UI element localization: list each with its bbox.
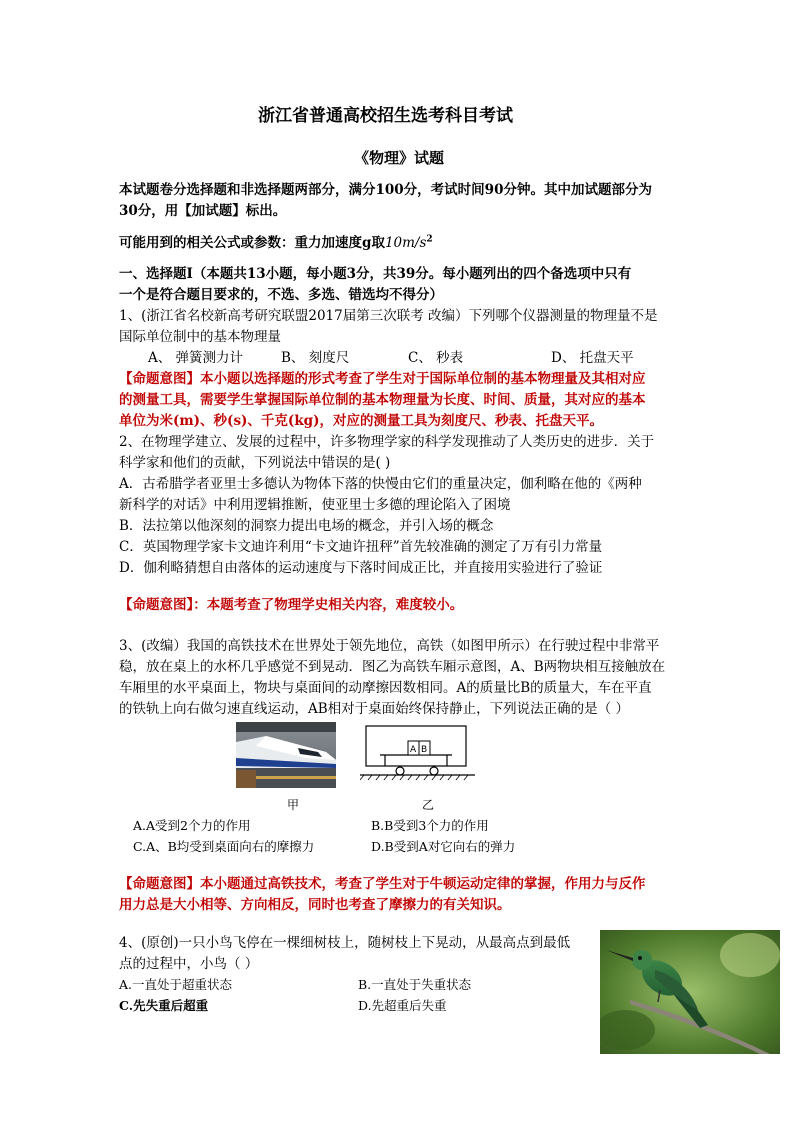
q3-intent-line-1: 【命题意图】本小题通过高铁技术，考查了学生对于牛顿运动定律的掌握，作用力与反作: [119, 876, 646, 892]
q1-line-2: 国际单位制中的基本物理量: [119, 329, 281, 345]
q1-intent-line-1: 【命题意图】本小题以选择题的形式考查了学生对于国际单位制的基本物理量及其相对应: [119, 371, 646, 387]
q4-line-2: 点的过程中，小鸟（ ）: [119, 956, 259, 972]
q3-option-d: D.B受到A对它向右的弹力: [371, 839, 516, 854]
formula-exponent: 2: [426, 234, 433, 245]
section1-line-2: 一个是符合题目要求的，不选、多选、错选均不得分）: [119, 287, 443, 303]
q2-intent: 【命题意图】：本题考查了物理学史相关内容，难度较小。: [119, 597, 464, 613]
q4-option-d: D.先超重后失重: [358, 998, 447, 1013]
intro-line-1: 本试题卷分选择题和非选择题两部分，满分100分，考试时间90分钟。其中加试题部分为: [119, 182, 652, 198]
section1-line-1: 一、选择题Ⅰ（本题共13小题，每小题3分，共39分。每小题列出的四个备选项中只有: [119, 266, 632, 282]
formula-value: 10m/s: [384, 235, 427, 251]
q2-option-c: C．英国物理学家卡文迪许利用“卡文迪许扭秤”首先较准确的测定了万有引力常量: [119, 539, 603, 555]
q3-intent-line-2: 用力总是大小相等、方向相反，同时也考查了摩擦力的有关知识。: [119, 897, 511, 913]
q2-line-2: 科学家和他们的贡献，下列说法中错误的是( ): [119, 455, 391, 471]
q3-option-a: A.A受到2个力的作用: [133, 818, 251, 833]
q3-line-3: 车厢里的水平桌面上，物块与桌面间的动摩擦因数相同。A的质量比B的质量大，车在平直: [119, 680, 652, 696]
fig-label-jia: 甲: [287, 798, 300, 812]
wheel-right: [430, 767, 438, 775]
q2-line-1: 2、在物理学建立、发展的过程中，许多物理学家的科学发现推动了人类历史的进步．关于: [119, 434, 655, 450]
q3-option-b: B.B受到3个力的作用: [371, 818, 489, 833]
hummingbird-photo: [600, 930, 780, 1054]
q3-option-c: C.A、B均受到桌面向右的摩擦力: [133, 839, 315, 854]
q4-option-c: C.先失重后超重: [119, 998, 209, 1013]
q1-option-b: B、 刻度尺: [281, 350, 350, 366]
q4-option-b: B.一直处于失重状态: [358, 977, 472, 992]
q3-line-2: 稳，放在桌上的水杯几乎感觉不到晃动．图乙为高铁车厢示意图，A、B两物块相互接触放在: [119, 659, 666, 675]
q2-option-a-line-1: A．古希腊学者亚里士多德认为物体下落的快慢由它们的重量决定，伽利略在他的《两种: [119, 476, 642, 492]
q3-line-4: 的铁轨上向右做匀速直线运动，AB相对于桌面始终保持静止，下列说法正确的是（ ）: [119, 701, 629, 717]
exam-title: 浙江省普通高校招生选考科目考试: [258, 106, 513, 126]
formula-line: [119, 233, 433, 253]
exam-subtitle: 《物理》试题: [354, 149, 445, 167]
q3-line-1: 3、(改编）我国的高铁技术在世界处于领先地位，高铁（如图甲所示）在行驶过程中非常平: [119, 638, 660, 654]
q4-line-1: 4、(原创)一只小鸟飞停在一棵细树枝上，随树枝上下晃动，从最高点到最低: [119, 935, 571, 951]
fig-label-yi: 乙: [422, 798, 435, 812]
q2-option-b: B．法拉第以他深刻的洞察力提出电场的概念，并引入场的概念: [119, 518, 494, 534]
q2-option-a-line-2: 新科学的对话》中利用逻辑推断，使亚里士多德的理论陷入了困境: [119, 497, 511, 513]
q1-intent-line-2: 的测量工具，需要学生掌握国际单位制的基本物理量为长度、时间、质量，其对应的基本: [119, 392, 646, 408]
wheel-left: [396, 767, 404, 775]
q1-line-1: 1、(浙江省名校新高考研究联盟2017届第三次联考 改编）下列哪个仪器测量的物理量不是: [119, 308, 658, 324]
block-a-label: A: [410, 745, 417, 755]
q1-option-d: D、 托盘天平: [551, 350, 634, 366]
q1-option-c: C、 秒表: [408, 350, 464, 366]
q2-option-d: D．伽利略猜想自由落体的运动速度与下落时间成正比，并直接用实验进行了验证: [119, 560, 603, 576]
formula-prefix: 可能用到的相关公式或参数：重力加速度g取: [119, 235, 385, 251]
block-b-label: B: [421, 745, 428, 755]
q1-intent-line-3: 单位为米(m)、秒(s)、千克(kg)，对应的测量工具为刻度尺、秒表、托盘天平。: [119, 413, 604, 429]
intro-line-2: 30分，用【加试题】标出。: [119, 203, 287, 219]
q1-option-a: A、 弹簧测力计: [148, 350, 244, 366]
train-photo: [236, 722, 336, 788]
carriage-diagram: [360, 722, 475, 782]
q4-option-a: A.一直处于超重状态: [119, 977, 233, 992]
